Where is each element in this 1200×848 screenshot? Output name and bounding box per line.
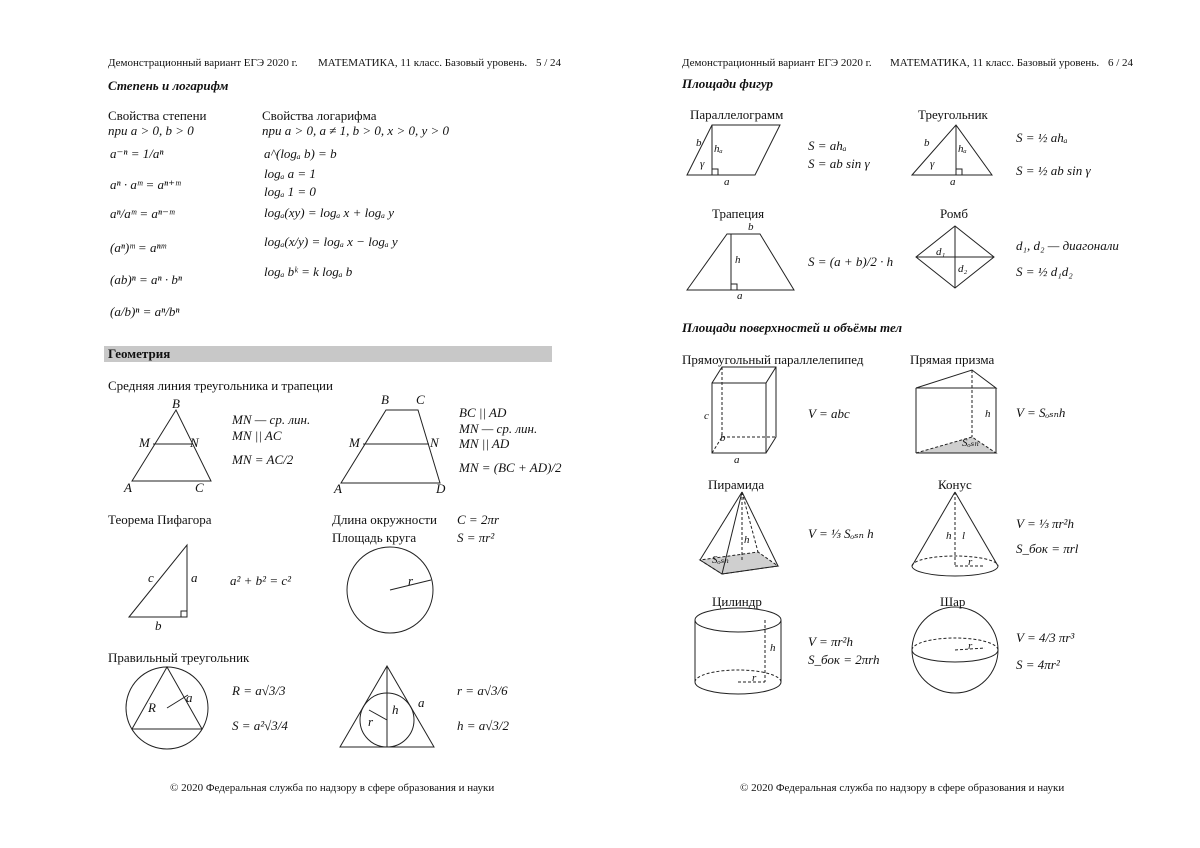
- parallelogram-label-b: b: [696, 137, 702, 149]
- trap-text-3: MN || AD: [459, 436, 510, 451]
- tri-label-m: M: [139, 435, 150, 450]
- trap-label-m: M: [349, 435, 360, 450]
- prism-f1: V = Sₒₛₙh: [1016, 405, 1066, 420]
- power-formula-3: aⁿ/aᵐ = aⁿ⁻ᵐ: [110, 206, 175, 221]
- triangle-right-angle: [956, 169, 962, 175]
- tri-text-3: MN = AC/2: [232, 452, 294, 467]
- triangle-f1: S = ½ ahₐ: [1016, 130, 1068, 145]
- prism-shape: [916, 370, 996, 453]
- tri-label-n: N: [190, 435, 199, 450]
- trapezoid-title: Трапеция: [712, 206, 765, 221]
- pyramid-label-s: Sₒₛₙ: [712, 554, 729, 566]
- parallelogram-f1: S = ahₐ: [808, 138, 847, 153]
- regular-triangle-title: Правильный треугольник: [108, 650, 250, 665]
- reg-label-a2: a: [418, 695, 425, 710]
- power-formula-4: (aⁿ)ᵐ = aⁿᵐ: [110, 240, 166, 255]
- reg-label-a: a: [186, 690, 193, 705]
- sphere-label-r: r: [968, 640, 973, 652]
- log-condition: при a > 0, a ≠ 1, b > 0, x > 0, y > 0: [262, 123, 450, 138]
- cuboid-label-c: c: [704, 410, 709, 422]
- prism-title: Прямая призма: [910, 352, 995, 367]
- pythagoras-triangle-shape: [129, 545, 187, 617]
- prism-label-s: Sₒₛₙ: [962, 437, 979, 449]
- cone-label-r: r: [968, 556, 973, 568]
- pythagoras-label-c: c: [148, 570, 154, 585]
- section-power-log: Степень и логарифм: [108, 78, 229, 93]
- tri-text-1: MN — ср. лин.: [232, 412, 311, 427]
- parallelogram-label-h: hₐ: [714, 143, 723, 155]
- cone-shape: [912, 492, 998, 576]
- cone-f1: V = ⅓ πr²h: [1016, 516, 1074, 531]
- log-formula-6: logₐ bᵏ = k logₐ b: [264, 264, 353, 279]
- log-formula-2: logₐ a = 1: [264, 166, 316, 181]
- parallelogram-label-g: γ: [700, 158, 705, 170]
- right-footer: © 2020 Федеральная служба по надзору в сфере образования и науки: [740, 782, 1065, 794]
- pyramid-title: Пирамида: [708, 477, 765, 492]
- pythagoras-label-b: b: [155, 618, 162, 633]
- triangle-f2: S = ½ ab sin γ: [1016, 163, 1091, 178]
- circle-area-formula: S = πr²: [457, 530, 495, 545]
- pythagoras-title: Теорема Пифагора: [108, 512, 212, 527]
- trap-label-c: C: [416, 392, 425, 407]
- circumradius-line: [167, 695, 188, 708]
- pythagoras-formula: a² + b² = c²: [230, 573, 292, 588]
- parallelogram-f2: S = ab sin γ: [808, 156, 870, 171]
- power-formula-1: a⁻ⁿ = 1/aⁿ: [110, 146, 164, 161]
- tri-text-2: MN || AC: [232, 428, 282, 443]
- circumference-formula: C = 2πr: [457, 512, 500, 527]
- rhombus-label-d2: d₂: [958, 263, 968, 275]
- cylinder-shape: [695, 608, 781, 694]
- rhombus-title: Ромб: [940, 206, 968, 221]
- circumference-label: Длина окружности: [332, 512, 437, 527]
- section-solids: Площади поверхностей и объёмы тел: [682, 320, 903, 335]
- left-header-subject: МАТЕМАТИКА, 11 класс. Базовый уровень.: [318, 57, 528, 69]
- cuboid-label-a: a: [734, 454, 740, 466]
- reg-label-h: h: [392, 702, 399, 717]
- right-header-page: 6 / 24: [1108, 57, 1134, 69]
- trapezoid-label-b: b: [748, 221, 754, 233]
- triangle-label-a: a: [950, 176, 956, 188]
- trapezoid-label-h: h: [735, 254, 741, 266]
- log-formula-5: logₐ(x/y) = logₐ x − logₐ y: [264, 234, 398, 249]
- pythagoras-right-angle: [181, 611, 187, 617]
- power-formula-5: (ab)ⁿ = aⁿ · bⁿ: [110, 272, 182, 287]
- trap-text-2: MN — ср. лин.: [459, 421, 538, 436]
- triangle-shape: [912, 125, 992, 175]
- trap-text-1: BC || AD: [459, 405, 507, 420]
- right-header-doc: Демонстрационный вариант ЕГЭ 2020 г.: [682, 57, 872, 69]
- sphere-f1: V = 4/3 πr³: [1016, 630, 1075, 645]
- sphere-f2: S = 4πr²: [1016, 657, 1060, 672]
- log-formula-4: logₐ(xy) = logₐ x + logₐ y: [264, 205, 395, 220]
- trap-text-4: MN = (BC + AD)/2: [459, 460, 562, 475]
- section-areas: Площади фигур: [682, 76, 773, 91]
- left-header-doc: Демонстрационный вариант ЕГЭ 2020 г.: [108, 57, 298, 69]
- section-geometry: Геометрия: [108, 346, 171, 361]
- reg-label-R: R: [148, 700, 156, 715]
- rhombus-f1: d₁, d₂ — диагонали: [1016, 238, 1119, 253]
- trapezoid-label-a: a: [737, 290, 743, 302]
- cylinder-label-h: h: [770, 642, 776, 654]
- parallelogram-label-a: a: [724, 176, 730, 188]
- triangle-label-g: γ: [930, 158, 935, 170]
- tri-label-b: B: [172, 396, 180, 411]
- reg-label-r: r: [368, 714, 374, 729]
- reg-S-formula: S = a²√3/4: [232, 718, 288, 733]
- trap-label-d: D: [436, 481, 446, 496]
- cylinder-title: Цилиндр: [712, 594, 762, 609]
- parallelogram-title: Параллелограмм: [690, 107, 784, 122]
- cuboid-label-b: b: [720, 432, 726, 444]
- left-footer: © 2020 Федеральная служба по надзору в сфере образования и науки: [170, 782, 495, 794]
- circle-label-r: r: [408, 573, 414, 588]
- reg-R-formula: R = a√3/3: [232, 683, 286, 698]
- parallelogram-right-angle: [712, 169, 718, 175]
- cylinder-label-r: r: [752, 672, 757, 684]
- sphere-shape: [912, 607, 998, 693]
- cylinder-f1: V = πr²h: [808, 634, 853, 649]
- midline-title: Средняя линия треугольника и трапеции: [108, 378, 333, 393]
- rhombus-f2: S = ½ d₁d₂: [1016, 264, 1073, 279]
- cone-f2: S_бок = πrl: [1016, 541, 1079, 556]
- tri-label-c: C: [195, 480, 204, 495]
- power-formula-6: (a/b)ⁿ = aⁿ/bⁿ: [110, 304, 180, 319]
- trap-label-b: B: [381, 392, 389, 407]
- reg-h-formula: h = a√3/2: [457, 718, 510, 733]
- reg-r-formula: r = a√3/6: [457, 683, 508, 698]
- power-formula-2: aⁿ · aᵐ = aⁿ⁺ᵐ: [110, 177, 181, 192]
- tri-label-a: A: [124, 480, 132, 495]
- power-condition: при a > 0, b > 0: [108, 123, 194, 138]
- pyramid-f1: V = ⅓ Sₒₛₙ h: [808, 526, 874, 541]
- triangle-label-b: b: [924, 137, 930, 149]
- trap-label-n: N: [430, 435, 439, 450]
- cone-label-l: l: [962, 530, 966, 542]
- cuboid-title: Прямоугольный параллелепипед: [682, 352, 864, 367]
- pyramid-label-h: h: [744, 534, 750, 546]
- trapezoid-f1: S = (a + b)/2 · h: [808, 254, 894, 269]
- cone-title: Конус: [938, 477, 972, 492]
- power-title: Свойства степени: [108, 108, 207, 123]
- log-formula-3: logₐ 1 = 0: [264, 184, 316, 199]
- triangle-title: Треугольник: [918, 107, 988, 122]
- cuboid-f1: V = abc: [808, 406, 850, 421]
- log-title: Свойства логарифма: [262, 108, 377, 123]
- rhombus-label-d1: d₁: [936, 246, 946, 258]
- left-header-page: 5 / 24: [536, 57, 562, 69]
- prism-label-h: h: [985, 408, 991, 420]
- cone-label-h: h: [946, 530, 952, 542]
- right-header-subject: МАТЕМАТИКА, 11 класс. Базовый уровень.: [890, 57, 1100, 69]
- triangle-label-h: hₐ: [958, 143, 967, 155]
- log-formula-1: a^(logₐ b) = b: [264, 146, 337, 161]
- cylinder-f2: S_бок = 2πrh: [808, 652, 880, 667]
- circle-area-label: Площадь круга: [332, 530, 417, 545]
- trap-label-a: A: [334, 481, 342, 496]
- sphere-title: Шар: [940, 594, 966, 609]
- pythagoras-label-a: a: [191, 570, 198, 585]
